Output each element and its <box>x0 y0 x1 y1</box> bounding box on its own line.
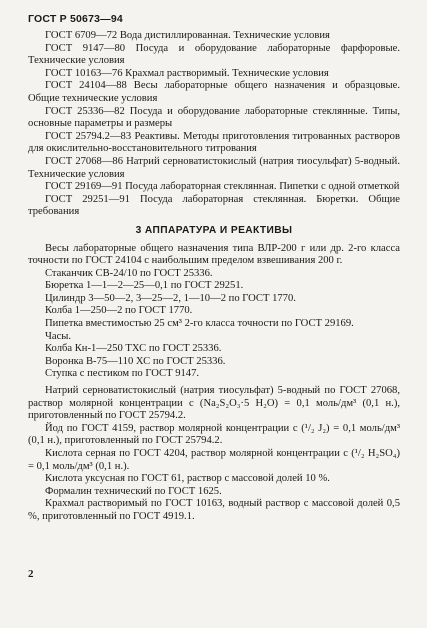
standard-item: ГОСТ 29169—91 Посуда лабораторная стеклянная. Пипетки с одной отметкой <box>45 181 400 193</box>
standard-item: ГОСТ 29251—91 Посуда лабораторная стеклянная. Бюретки. Общие требования <box>28 193 400 218</box>
standard-item: ГОСТ 25336—82 Посуда и оборудование лабораторные стеклянные. Типы, основные параметры и размеры <box>28 105 400 130</box>
apparatus-item: Весы лабораторные общего назначения типа ВЛР-200 г или др. 2-го класса точности по ГОСТ 24104 с наибольшим пределом взвешивания 200 г. <box>28 242 400 267</box>
reagent-item: Кислота серная по ГОСТ 4204, раствор молярной концентрации с (¹/₂ H₂SO₄) = 0,1 моль/дм³ (0,1 н.). <box>28 448 400 472</box>
apparatus-item: Цилиндр 3—50—2, 3—25—2, 1—10—2 по ГОСТ 1770. <box>45 292 296 304</box>
reagent-item: Кислота уксусная по ГОСТ 61, раствор с массовой долей 10 %. <box>45 473 330 485</box>
apparatus-item: Ступка с пестиком по ГОСТ 9147. <box>45 368 200 380</box>
standard-item: ГОСТ 6709—72 Вода дистиллированная. Технические условия <box>45 30 330 41</box>
standard-item: ГОСТ 25794.2—83 Реактивы. Методы приготовления титрованных растворов для окислительно-восстановительного титрования <box>28 130 400 155</box>
apparatus-item: Пипетка вместимостью 25 см³ 2-го класса точности по ГОСТ 29169. <box>45 318 354 330</box>
apparatus-item: Бюретка 1—1—2—25—0,1 по ГОСТ 29251. <box>45 280 244 292</box>
standard-item: ГОСТ 27068—86 Натрий серноватистокислый (натрия тиосульфат) 5-водный. Технические условия <box>28 155 400 180</box>
apparatus-item: Колба Кн-1—250 ТХС по ГОСТ 25336. <box>45 343 222 355</box>
reagent-item: Крахмал растворимый по ГОСТ 10163, водный раствор с массовой долей 0,5 %, приготовленный по ГОСТ 4919.1. <box>28 498 400 522</box>
page-number: 2 <box>28 568 34 580</box>
referenced-standards-list <box>28 30 400 219</box>
reagent-item: Формалин технический по ГОСТ 1625. <box>45 485 222 497</box>
reagents-list <box>28 385 400 524</box>
apparatus-item: Стаканчик СВ-24/10 по ГОСТ 25336. <box>45 267 213 279</box>
apparatus-item: Воронка В-75—110 ХС по ГОСТ 25336. <box>45 355 226 367</box>
apparatus-item: Колба 1—250—2 по ГОСТ 1770. <box>45 305 193 317</box>
reagent-item: Натрий серноватистокислый (натрия тиосульфат) 5-водный по ГОСТ 27068, раствор молярной концентрации с (Na₂S₂O₃·5 H₂O) = 0,1 моль/дм³ (0,1 н.), приготовленный по ГОСТ 25794.2. <box>28 385 400 422</box>
document-header: ГОСТ Р 50673—94 <box>28 13 123 25</box>
document-body <box>28 30 400 524</box>
standard-item: ГОСТ 10163—76 Крахмал растворимый. Технические условия <box>45 67 329 79</box>
standard-item: ГОСТ 9147—80 Посуда и оборудование лабораторные фарфоровые. Технические условия <box>28 42 400 67</box>
section-title: 3 АППАРАТУРА И РЕАКТИВЫ <box>135 224 293 236</box>
standard-item: ГОСТ 24104—88 Весы лабораторные общего назначения и образцовые. Общие технические условия <box>28 80 400 104</box>
apparatus-list <box>28 243 400 382</box>
apparatus-item: Часы. <box>45 330 72 342</box>
reagent-item: Йод по ГОСТ 4159, раствор молярной концентрации с (¹/₂ J₂) = 0,1 моль/дм³ (0,1 н.), приготовленный по ГОСТ 25794.2. <box>28 422 400 447</box>
